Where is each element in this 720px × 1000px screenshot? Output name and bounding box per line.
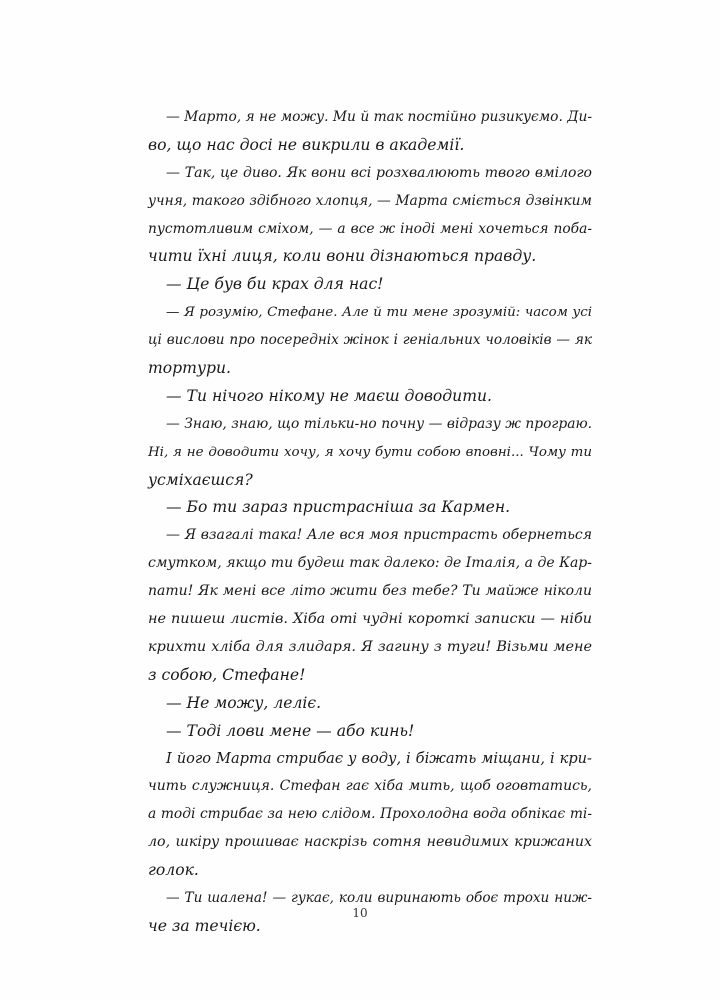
text-line: ці вислови про посередніх жінок і геніальних чоловіків — як <box>148 332 592 349</box>
text-line: — Бо ти зараз пристрасніша за Кармен. <box>166 498 511 517</box>
text-line: че за течією. <box>148 916 261 935</box>
page-number: 10 <box>352 906 368 920</box>
text-line: голок. <box>148 861 199 880</box>
text-line: ло, шкіру прошиває наскрізь сотня невидимих крижаних <box>148 834 592 851</box>
text-line: — Не можу, леліє. <box>166 693 322 712</box>
text-line: — Так, це диво. Як вони всі розхвалюють твого вмілого <box>166 164 592 181</box>
text-line: — Це був би крах для нас! <box>166 275 384 294</box>
text-line: — Я взагалі така! Але вся моя пристрасть обернеться <box>166 527 592 544</box>
text-line: — Я розумію, Стефане. Але й ти мене зрозумій: часом усі <box>166 305 592 321</box>
text-line: а тоді стрибає за нею слідом. Прохолодна вода обпікає ті- <box>148 806 592 823</box>
text-line: усміхаєшся? <box>148 470 253 489</box>
text-line: чити їхні лиця, коли вони дізнаються правду. <box>148 247 537 266</box>
text-line: чить служниця. Стефан гає хіба мить, щоб оговтатись, <box>148 778 592 795</box>
text-line: крихти хліба для злидаря. Я загину з туги! Візьми мене <box>148 638 592 655</box>
text-line: пустотливим сміхом, — а все ж іноді мені хочеться поба- <box>148 220 592 237</box>
text-line: пати! Як мені все літо жити без тебе? Ти майже ніколи <box>148 583 592 600</box>
text-line: — Ти шалена! — гукає, коли виринають обоє трохи ниж- <box>166 889 592 906</box>
text-line: — Ти нічого нікому не маєш доводити. <box>166 386 493 405</box>
text-line: учня, такого здібного хлопця, — Марта сміється дзвінким <box>148 192 592 209</box>
text-line: Ні, я не доводити хочу, я хочу бути собою вповні... Чому ти <box>148 444 592 460</box>
text-line: тортури. <box>148 359 231 378</box>
text-line: во, що нас досі не викрили в академії. <box>148 135 465 154</box>
text-line: — Марто, я не можу. Ми й так постійно ризикуємо. Ди- <box>166 109 592 125</box>
text-line: І його Марта стрибає у воду, і біжать міщани, і кри- <box>166 750 592 768</box>
text-line: смутком, якщо ти будеш так далеко: де Італія, а де Кар- <box>148 555 592 572</box>
text-line: — Тоді лови мене — або кинь! <box>166 721 415 740</box>
body-text <box>148 104 592 941</box>
text-line: з собою, Стефане! <box>148 665 306 684</box>
text-line: не пишеш листів. Хіба оті чудні короткі записки — ніби <box>148 611 592 628</box>
text-line: — Знаю, знаю, що тільки-но почну — відразу ж програю. <box>166 415 592 432</box>
